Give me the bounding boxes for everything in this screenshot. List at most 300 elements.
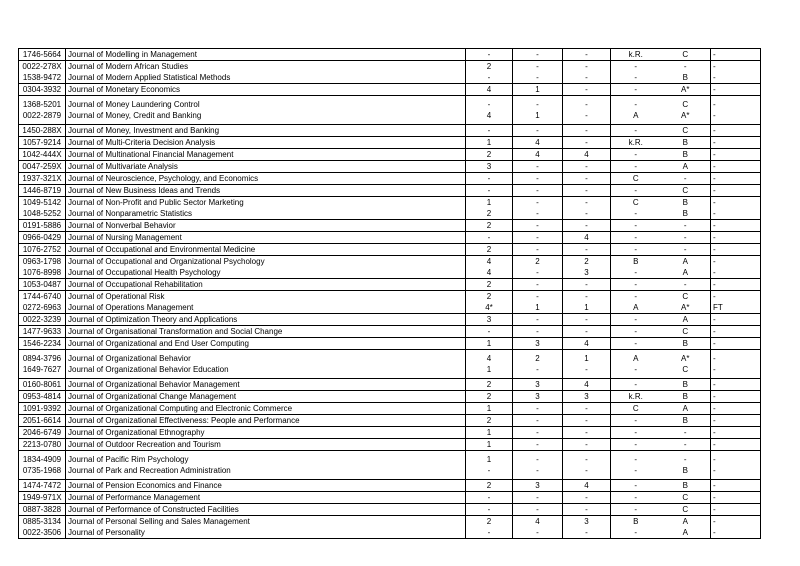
rating-cell: - [513,326,563,338]
journal-name-cell: Journal of Organizational Change Management [66,391,466,403]
rating-cell: - [563,403,611,415]
rating-cell: B [661,149,711,161]
journal-row [19,527,761,539]
journal-name-cell: Journal of Organizational Behavior [66,350,466,365]
rating-cell: - [611,480,661,492]
journal-row [19,364,761,379]
rating-cell: - [711,492,761,504]
issn-cell: 1042-444X [19,149,66,161]
issn-cell: 1474-7472 [19,480,66,492]
rating-cell: - [563,49,611,61]
journal-name-cell: Journal of Nonverbal Behavior [66,220,466,232]
rating-cell: 3 [513,480,563,492]
rating-cell: - [711,49,761,61]
journal-name-cell: Journal of Occupational and Organizational Psychology [66,256,466,268]
issn-cell: 0022-3239 [19,314,66,326]
rating-cell: - [513,415,563,427]
rating-cell: - [611,232,661,244]
rating-cell: 3 [513,379,563,391]
journal-row [19,267,761,279]
rating-cell: 2 [513,350,563,365]
rating-cell: - [466,465,513,480]
rating-cell: A* [661,302,711,314]
issn-cell: 1049-5142 [22,197,62,207]
rating-cell: A [611,350,661,365]
rating-cell: B [661,415,711,427]
rating-cell: 4 [563,379,611,391]
rating-cell: 4 [466,350,513,365]
issn-cell: 1091-9392 [19,403,66,415]
rating-cell: - [711,350,761,365]
rating-cell: - [563,96,611,111]
rating-cell: - [563,173,611,185]
rating-cell: - [466,504,513,516]
rating-cell: 2 [563,256,611,268]
rating-cell: - [611,364,661,379]
rating-cell: 2 [466,279,513,291]
journal-name-cell: Journal of Modern African Studies [66,61,466,73]
journal-name-cell: Journal of Organizational Behavior Management [66,379,466,391]
rating-cell: - [711,403,761,415]
rating-cell: - [466,185,513,197]
rating-cell: 2 [466,415,513,427]
rating-cell: 3 [563,516,611,528]
rating-cell: - [711,72,761,84]
rating-cell: - [513,220,563,232]
rating-cell: 2 [466,208,513,220]
rating-cell: - [513,232,563,244]
rating-cell: 3 [466,161,513,173]
rating-cell: - [711,173,761,185]
rating-cell: A [611,302,661,314]
journal-row [19,326,761,338]
rating-cell: 4* [466,302,513,314]
rating-cell: - [711,379,761,391]
rating-cell: A* [661,110,711,125]
issn-cell: 1053-0487 [19,279,66,291]
rating-cell: - [563,161,611,173]
issn-cell: 1834-4909 [22,454,62,464]
journal-row [19,244,761,256]
rating-cell: C [682,99,689,109]
journal-row [19,137,761,149]
rating-cell: - [711,527,761,539]
rating-cell: - [563,137,611,149]
rating-cell: C [682,291,689,301]
issn-cell: 1746-5664 [19,49,66,61]
rating-cell: - [611,314,661,326]
issn-cell: 0022-2879 [19,110,66,125]
rating-cell: - [611,427,661,439]
rating-cell: FT [711,302,761,314]
rating-cell: A [682,516,688,526]
rating-cell: A* [681,353,690,363]
issn-cell: 1949-971X [19,492,66,504]
rating-cell: 3 [513,338,563,350]
rating-cell: B [661,391,711,403]
rating-cell: 4 [513,149,563,161]
journal-row [19,173,761,185]
rating-cell: - [466,173,513,185]
rating-cell: 1 [466,439,513,451]
rating-cell: - [563,110,611,125]
rating-cell: 2 [466,220,513,232]
rating-cell: - [513,504,563,516]
rating-cell: 2 [466,480,513,492]
rating-cell: A [661,314,711,326]
journal-name-cell: Journal of Multinational Financial Management [66,149,466,161]
rating-cell: - [563,326,611,338]
rating-cell: 2 [466,391,513,403]
rating-cell: 2 [466,516,513,528]
rating-cell: 1 [513,110,563,125]
journal-name-cell: Journal of New Business Ideas and Trends [66,185,466,197]
journal-name-cell: Journal of Non-Profit and Public Sector Marketing [66,197,466,209]
rating-cell: B [611,516,661,528]
rating-cell: - [513,364,563,379]
journal-row [19,439,761,451]
rating-cell: - [466,527,513,539]
rating-cell: 4 [513,137,563,149]
rating-cell: A [661,161,711,173]
rating-cell: - [611,527,661,539]
journal-name-cell: Journal of Performance of Constructed Facilities [66,504,466,516]
rating-cell: - [711,185,761,197]
journal-name-cell: Journal of Money, Credit and Banking [66,110,466,125]
journal-name-cell: Journal of Personality [66,527,466,539]
rating-cell: - [513,96,563,111]
rating-cell: 1 [466,427,513,439]
issn-cell: 1057-9214 [19,137,66,149]
rating-cell: - [563,364,611,379]
rating-cell: - [513,244,563,256]
rating-cell: - [513,197,563,209]
rating-cell: - [711,516,761,528]
journal-row [19,504,761,516]
journal-name-cell: Journal of Organizational Ethnography [66,427,466,439]
journal-row [19,480,761,492]
journal-name-cell: Journal of Occupational Health Psychology [66,267,466,279]
rating-cell: 4 [513,516,563,528]
rating-cell: - [513,314,563,326]
journal-row [19,291,761,303]
rating-cell: B [682,197,688,207]
rating-cell: - [711,256,761,268]
rating-cell: - [711,110,761,125]
rating-cell: 2 [466,149,513,161]
rating-cell: C [661,125,711,137]
rating-cell: 4 [563,149,611,161]
rating-cell: - [611,267,661,279]
rating-cell: - [513,125,563,137]
journal-row [19,149,761,161]
rating-cell: - [711,197,761,209]
journal-row [19,415,761,427]
issn-cell: 0966-0429 [19,232,66,244]
journal-row [19,379,761,391]
rating-cell: B [661,465,711,480]
rating-cell: - [513,279,563,291]
journal-row [19,49,761,61]
rating-cell: - [563,61,611,73]
issn-cell: 0160-8061 [19,379,66,391]
journal-name-cell: Journal of Personal Selling and Sales Management [66,516,466,528]
rating-cell: A [661,403,711,415]
journal-row [19,232,761,244]
rating-cell: A [611,110,661,125]
rating-cell: - [711,149,761,161]
journal-name-cell: Journal of Occupational and Environmental Medicine [66,244,466,256]
rating-cell: C [611,403,661,415]
rating-cell: - [563,279,611,291]
rating-cell: - [711,125,761,137]
journal-row [19,208,761,220]
rating-cell: C [611,173,661,185]
rating-cell: - [661,173,711,185]
rating-cell: k.R. [611,49,661,61]
rating-cell: 1 [563,302,611,314]
rating-cell: A* [661,84,711,96]
rating-cell: 4 [563,338,611,350]
issn-cell: 0047-259X [19,161,66,173]
journal-row [19,197,761,209]
rating-cell: C [661,49,711,61]
rating-cell: - [563,185,611,197]
rating-cell: - [563,504,611,516]
journal-row [19,279,761,291]
rating-cell: - [513,451,563,466]
journal-row [19,302,761,314]
rating-cell: B [661,338,711,350]
journal-name-cell: Journal of Organizational Computing and Electronic Commerce [66,403,466,415]
issn-cell: 0022-278X [22,61,62,71]
rating-cell: 3 [466,314,513,326]
journal-name-cell: Journal of Organizational Effectiveness: People and Performance [66,415,466,427]
rating-cell: - [466,326,513,338]
rating-cell: 1 [466,338,513,350]
rating-cell: - [611,326,661,338]
journal-row [19,391,761,403]
journal-row [19,516,761,528]
rating-cell: B [661,480,711,492]
rating-cell: - [513,267,563,279]
rating-cell: - [711,291,761,303]
rating-cell: - [513,161,563,173]
journal-name-cell: Journal of Organizational Behavior Education [66,364,466,379]
rating-cell: 4 [466,84,513,96]
rating-cell: 1 [466,364,513,379]
journal-name-cell: Journal of Organisational Transformation and Social Change [66,326,466,338]
issn-cell: 1937-321X [19,173,66,185]
rating-cell: 4 [563,232,611,244]
issn-cell: 2046-6749 [19,427,66,439]
issn-cell: 0735-1968 [19,465,66,480]
rating-cell: 3 [563,267,611,279]
issn-cell: 0304-3932 [19,84,66,96]
issn-cell: 1048-5252 [19,208,66,220]
issn-cell: 0963-1798 [22,256,62,266]
journal-quality-list-table [18,48,761,539]
rating-cell: - [513,465,563,480]
rating-cell: B [661,379,711,391]
journal-name-cell: Journal of Performance Management [66,492,466,504]
rating-cell: - [611,125,661,137]
rating-cell: 2 [466,61,513,73]
issn-cell: 1368-5201 [22,99,62,109]
rating-cell: C [661,504,711,516]
rating-cell: - [513,439,563,451]
rating-cell: - [563,72,611,84]
rating-cell: - [466,492,513,504]
rating-cell: - [563,197,611,209]
journal-row [19,403,761,415]
rating-cell: - [611,504,661,516]
issn-cell: 1446-8719 [19,185,66,197]
rating-cell: - [611,161,661,173]
rating-cell: - [611,96,661,111]
journal-row [19,185,761,197]
rating-cell: - [611,185,661,197]
rating-cell: - [611,379,661,391]
rating-cell: - [513,291,563,303]
rating-cell: B [661,72,711,84]
rating-cell: 1 [513,302,563,314]
rating-cell: 4 [466,267,513,279]
journal-name-cell: Journal of Occupational Rehabilitation [66,279,466,291]
rating-cell: k.R. [611,137,661,149]
rating-cell: - [611,149,661,161]
rating-cell: - [513,61,563,73]
rating-cell: - [563,427,611,439]
issn-cell: 1744-6740 [22,291,62,301]
rating-cell: - [563,244,611,256]
rating-cell: - [611,415,661,427]
journal-name-cell: Journal of Nonparametric Statistics [66,208,466,220]
rating-cell: - [563,84,611,96]
rating-cell: 1 [466,451,513,466]
issn-cell: 0272-6963 [19,302,66,314]
issn-cell: 0022-3506 [19,527,66,539]
issn-cell: 1477-9633 [19,326,66,338]
rating-cell: - [711,244,761,256]
rating-cell: - [611,220,661,232]
rating-cell: C [661,492,711,504]
rating-cell: - [711,427,761,439]
issn-cell: 1076-8998 [19,267,66,279]
rating-cell: 4 [466,256,513,268]
journal-name-cell: Journal of Multivariate Analysis [66,161,466,173]
rating-cell: - [711,451,761,466]
journal-name-cell: Journal of Operational Risk [66,291,466,303]
issn-cell: 2213-0780 [19,439,66,451]
issn-cell: 1546-2234 [19,338,66,350]
rating-cell: - [563,465,611,480]
journal-name-cell: Journal of Money Laundering Control [66,96,466,111]
rating-cell: - [711,364,761,379]
rating-cell: - [563,451,611,466]
rating-cell: - [711,267,761,279]
rating-cell: - [711,439,761,451]
journal-row [19,338,761,350]
rating-cell: - [661,220,711,232]
rating-cell: - [563,527,611,539]
rating-cell: - [513,208,563,220]
rating-cell: - [711,415,761,427]
journal-name-cell: Journal of Optimization Theory and Applications [66,314,466,326]
rating-cell: C [661,326,711,338]
rating-cell: - [466,232,513,244]
journal-name-cell: Journal of Outdoor Recreation and Tourism [66,439,466,451]
journal-row [19,427,761,439]
rating-cell: - [611,439,661,451]
journal-row [19,96,761,111]
rating-cell: 3 [513,391,563,403]
rating-cell: - [466,72,513,84]
rating-cell: C [611,197,661,209]
rating-cell: - [611,61,661,73]
rating-cell: - [661,279,711,291]
journal-row [19,314,761,326]
rating-cell: - [563,220,611,232]
rating-cell: - [513,427,563,439]
rating-cell: B [661,208,711,220]
journal-row [19,492,761,504]
journal-row [19,61,761,73]
rating-cell: - [711,61,761,73]
rating-cell: - [711,137,761,149]
journal-row [19,161,761,173]
rating-cell: - [661,232,711,244]
rating-cell: - [563,291,611,303]
rating-cell: - [611,244,661,256]
rating-cell: - [563,492,611,504]
journal-row [19,125,761,137]
rating-cell: 1 [466,197,513,209]
rating-cell: - [611,208,661,220]
rating-cell: - [611,84,661,96]
rating-cell: - [711,480,761,492]
rating-cell: 4 [563,480,611,492]
rating-cell: 1 [466,403,513,415]
rating-cell: - [611,465,661,480]
rating-cell: 1 [466,137,513,149]
rating-cell: - [711,84,761,96]
rating-cell: k.R. [611,391,661,403]
rating-cell: - [563,314,611,326]
rating-cell: - [611,279,661,291]
rating-cell: - [711,232,761,244]
journal-name-cell: Journal of Nursing Management [66,232,466,244]
rating-cell: - [466,49,513,61]
rating-cell: - [711,338,761,350]
rating-cell: - [711,279,761,291]
rating-cell: - [563,439,611,451]
rating-cell: - [513,72,563,84]
issn-cell: 1538-9472 [19,72,66,84]
rating-cell: - [683,454,687,464]
issn-cell: 0894-3796 [22,353,62,363]
rating-cell: - [563,208,611,220]
rating-cell: - [513,173,563,185]
journal-name-cell: Journal of Modern Applied Statistical Methods [66,72,466,84]
journal-row [19,110,761,125]
rating-cell: - [683,61,687,71]
rating-cell: - [611,291,661,303]
rating-cell: - [711,96,761,111]
rating-cell: A [661,527,711,539]
rating-cell: 3 [563,391,611,403]
journal-name-cell: Journal of Money, Investment and Banking [66,125,466,137]
